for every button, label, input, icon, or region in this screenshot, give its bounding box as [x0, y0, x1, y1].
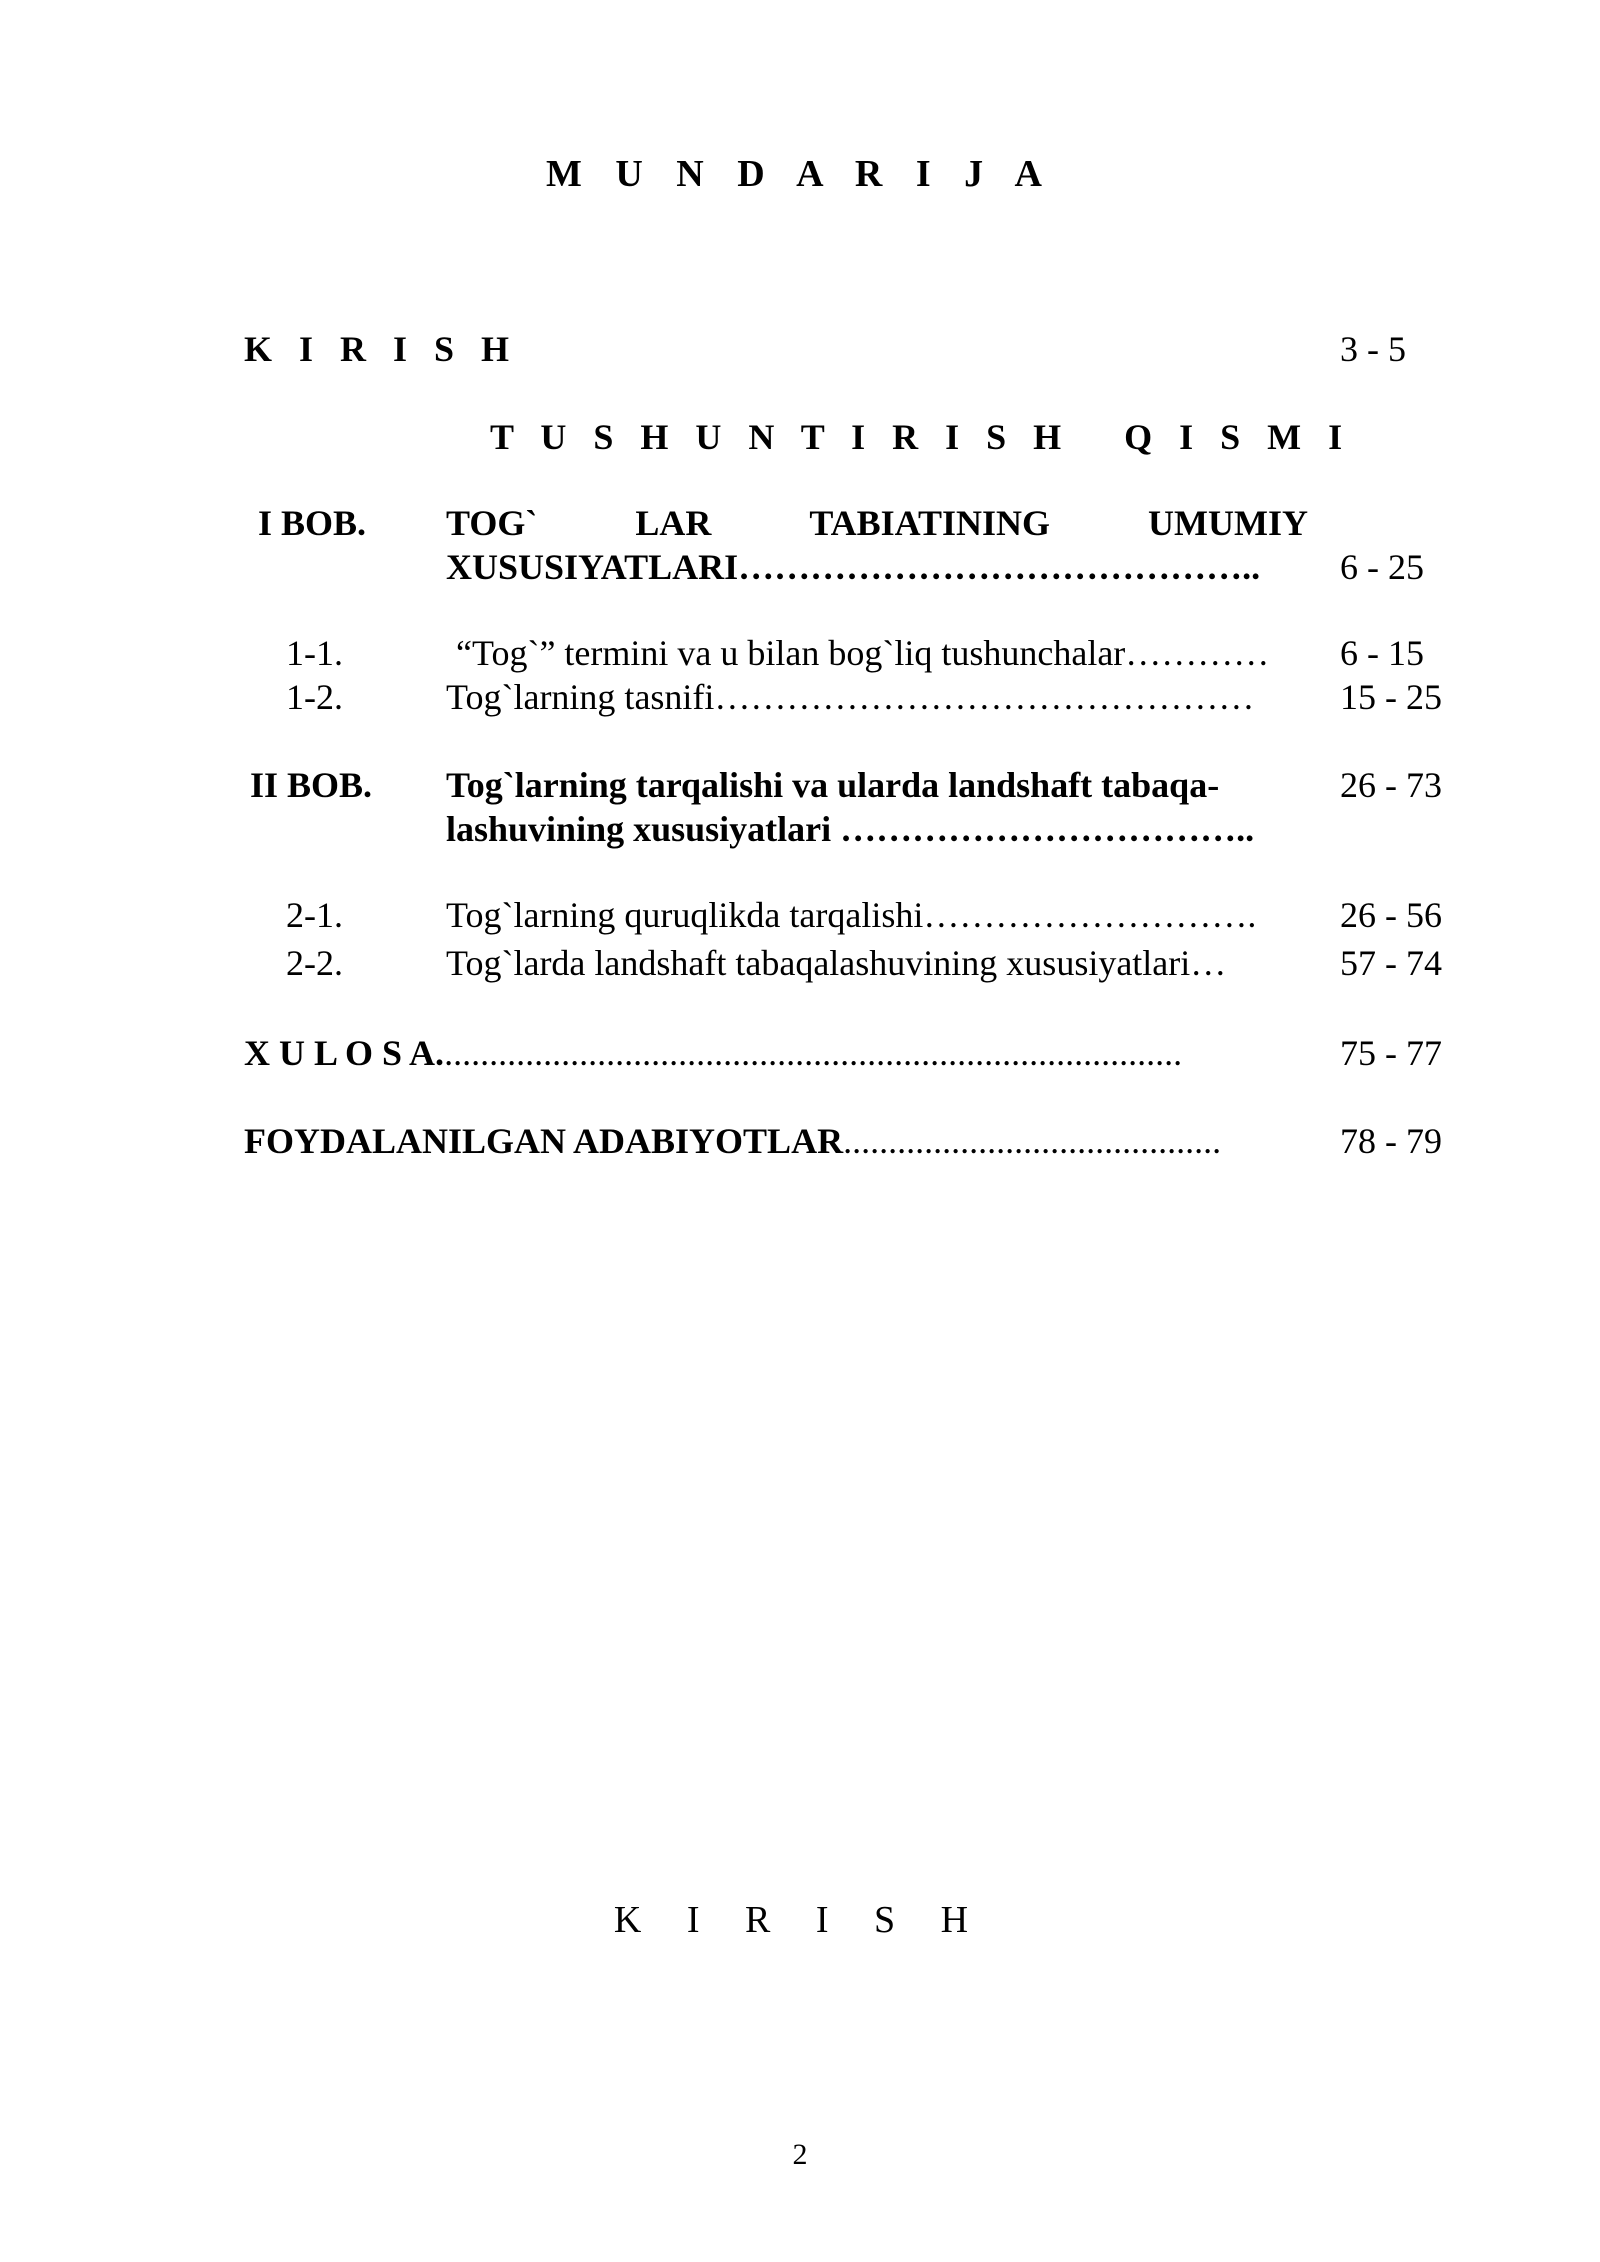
section-title: Tog`larda landshaft tabaqalashuvining xususiyatlari… [446, 943, 1227, 983]
kirish-section-heading: K I R I S H [613, 1899, 987, 1941]
section-title: Tog`larning quruqlikda tarqalishi………………………. [446, 895, 1257, 935]
chapter-1-title-line1 [446, 502, 1308, 544]
chapter-2-pages: 26 - 73 [1340, 765, 1442, 805]
section-number: 2-2. [286, 943, 343, 983]
toc-entry-references-pages: 78 - 79 [1340, 1121, 1442, 1161]
section-title: “Tog`” termini va u bilan bog`liq tushunchalar………… [456, 633, 1270, 673]
chapter-1-label: I BOB. [258, 503, 367, 543]
part-title: T U S H U N T I R I S H Q I S M I [490, 417, 1352, 457]
toc-entry-references-label: FOYDALANILGAN ADABIYOTLAR [244, 1121, 844, 1161]
toc-entry-kirish-pages: 3 - 5 [1340, 329, 1406, 369]
chapter-1-title-line2: XUSUSIYATLARI…………………………………….. [446, 547, 1261, 587]
chapter-1-pages: 6 - 25 [1340, 547, 1424, 587]
section-number: 2-1. [286, 895, 343, 935]
toc-leader-dots: .................................................................................. [444, 1033, 1183, 1073]
section-pages: 57 - 74 [1340, 943, 1442, 983]
chapter-2-title-line1: Tog`larning tarqalishi va ularda landshaft tabaqa- [446, 765, 1220, 805]
chapter-1-title-word: TABIATINING [809, 503, 1051, 543]
chapter-1-title-word: LAR [635, 503, 712, 543]
chapter-2-title-line2: lashuvining xususiyatlari …………………………….. [446, 809, 1255, 849]
toc-entry-xulosa [244, 1032, 1294, 1074]
section-number: 1-1. [286, 633, 343, 673]
contents-heading: M U N D A R I J A [545, 153, 1055, 195]
toc-entry-references [244, 1120, 1294, 1162]
chapter-1-title-word: TOG` [446, 503, 538, 543]
section-pages: 15 - 25 [1340, 677, 1442, 717]
toc-entry-xulosa-label: X U L O S A. [244, 1033, 445, 1073]
page-number: 2 [792, 2138, 808, 2171]
chapter-2-label: II BOB. [250, 765, 373, 805]
toc-entry-kirish-label: K I R I S H [244, 329, 519, 369]
section-title: Tog`larning tasnifi……………………………………… [446, 677, 1255, 717]
section-pages: 26 - 56 [1340, 895, 1442, 935]
chapter-1-title-word: UMUMIY [1148, 503, 1308, 543]
toc-leader-dots: .......................................... [843, 1121, 1222, 1161]
section-number: 1-2. [286, 677, 343, 717]
toc-entry-xulosa-pages: 75 - 77 [1340, 1033, 1442, 1073]
section-pages: 6 - 15 [1340, 633, 1424, 673]
